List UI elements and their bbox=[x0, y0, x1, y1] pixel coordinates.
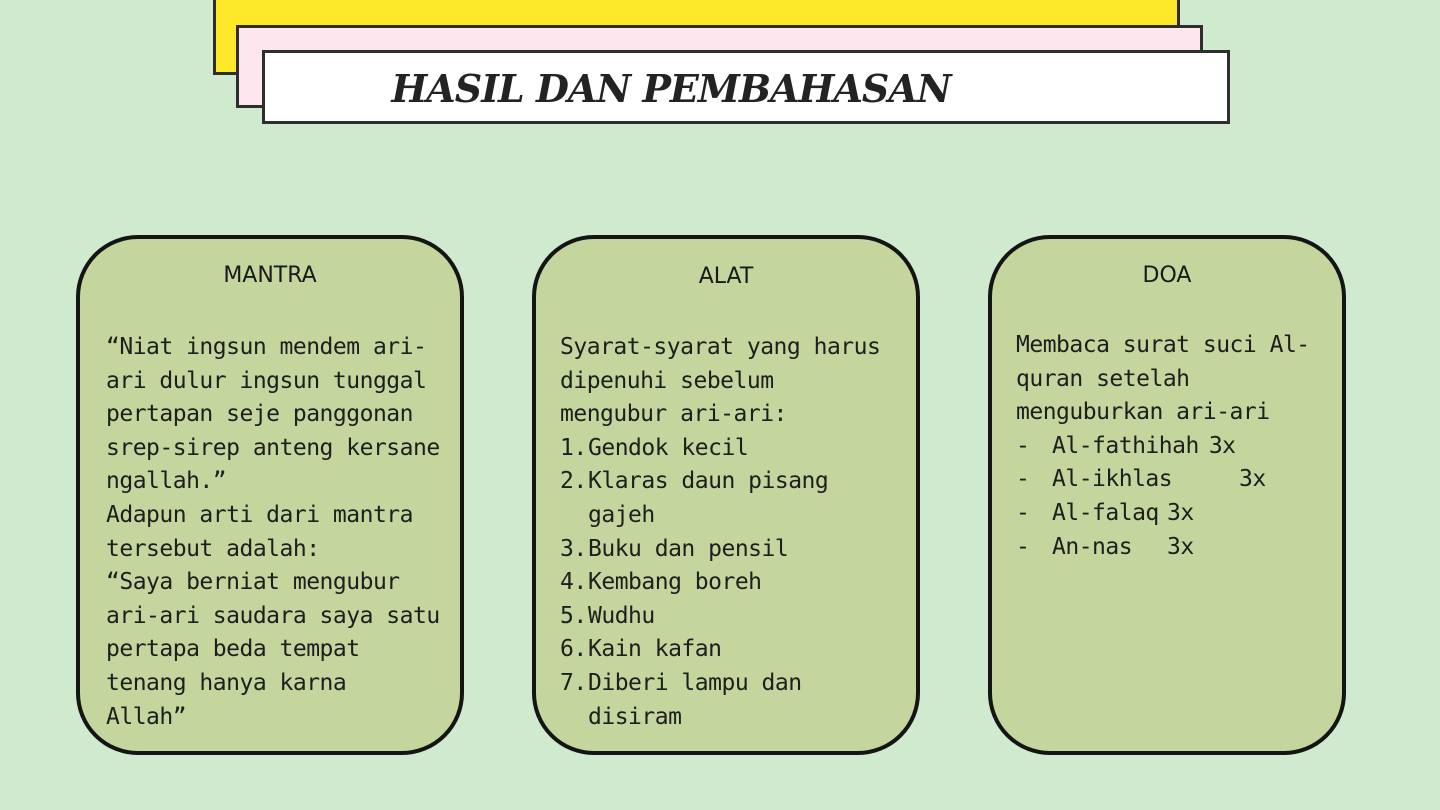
alat-item-text: Buku dan pensil bbox=[588, 535, 789, 562]
alat-heading: ALAT bbox=[698, 264, 754, 289]
alat-list-item bbox=[560, 667, 880, 701]
doa-surah-count: 3x bbox=[1167, 533, 1194, 560]
alat-item-number: 6. bbox=[560, 636, 587, 663]
page-title: HASIL DAN PEMBAHASAN bbox=[391, 65, 951, 111]
doa-intro-line: Membaca surat suci Al- bbox=[1016, 332, 1310, 358]
alat-item-text: gajeh bbox=[588, 501, 655, 528]
dash-bullet: - bbox=[1016, 432, 1030, 459]
alat-item-number: 1. bbox=[560, 434, 587, 461]
alat-list-item bbox=[560, 533, 880, 567]
doa-surah-name: An-nas bbox=[1052, 533, 1133, 560]
alat-list-item bbox=[560, 566, 880, 600]
doa-list-item bbox=[1016, 463, 1310, 497]
doa-intro-line: quran setelah bbox=[1016, 365, 1190, 392]
dash-bullet: - bbox=[1016, 499, 1030, 526]
mantra-card bbox=[76, 235, 464, 755]
doa-list-item bbox=[1016, 497, 1310, 531]
alat-item-text: Wudhu bbox=[588, 602, 655, 629]
alat-card bbox=[532, 235, 920, 755]
mantra-line: ari dulur ingsun tunggal bbox=[106, 367, 427, 394]
title-banner bbox=[262, 50, 1230, 124]
doa-list-item bbox=[1016, 430, 1310, 464]
doa-list-item bbox=[1016, 531, 1310, 565]
dash-bullet: - bbox=[1016, 466, 1030, 493]
alat-intro-line: dipenuhi sebelum bbox=[560, 367, 774, 394]
mantra-line: srep-sirep anteng kersane bbox=[106, 434, 440, 461]
alat-item-text: disiram bbox=[588, 703, 682, 730]
alat-list-item bbox=[560, 432, 880, 466]
alat-item-text: Diberi lampu dan bbox=[588, 669, 802, 696]
alat-item-text: Klaras daun pisang bbox=[588, 468, 829, 495]
mantra-line: pertapan seje panggonan bbox=[106, 401, 413, 428]
doa-surah-count: 3x bbox=[1167, 499, 1194, 526]
alat-item-number: 5. bbox=[560, 602, 587, 629]
alat-item-number: 7. bbox=[560, 669, 587, 696]
alat-list-item bbox=[560, 465, 880, 499]
alat-list-item-continued bbox=[560, 499, 880, 533]
mantra-line: Adapun arti dari mantra bbox=[106, 501, 413, 528]
alat-list-item bbox=[560, 600, 880, 634]
mantra-line: ngallah.” bbox=[106, 468, 227, 495]
mantra-line: Allah” bbox=[106, 703, 187, 730]
doa-surah-name: Al-ikhlas bbox=[1052, 466, 1173, 493]
alat-item-text: Kain kafan bbox=[588, 636, 722, 663]
mantra-line: “Niat ingsun mendem ari- bbox=[106, 334, 427, 360]
mantra-line: pertapa beda tempat bbox=[106, 636, 360, 663]
mantra-line: “Saya berniat mengubur bbox=[106, 569, 400, 596]
doa-surah-count: 3x bbox=[1239, 466, 1266, 493]
alat-list-item-continued bbox=[560, 701, 880, 735]
doa-text bbox=[1016, 329, 1310, 564]
dash-bullet: - bbox=[1016, 533, 1030, 560]
alat-item-text: Gendok kecil bbox=[588, 434, 749, 461]
alat-list-item bbox=[560, 633, 880, 667]
alat-intro-line: Syarat-syarat yang harus bbox=[560, 334, 881, 360]
alat-text bbox=[560, 331, 880, 734]
mantra-line: tenang hanya karna bbox=[106, 669, 347, 696]
alat-intro-line: mengubur ari-ari: bbox=[560, 401, 787, 428]
alat-item-number: 4. bbox=[560, 569, 587, 596]
doa-intro-line: menguburkan ari-ari bbox=[1016, 399, 1270, 426]
mantra-line: tersebut adalah: bbox=[106, 535, 320, 562]
alat-item-number: 3. bbox=[560, 535, 587, 562]
alat-item-text: Kembang boreh bbox=[588, 569, 762, 596]
doa-heading: DOA bbox=[1142, 263, 1192, 288]
doa-card bbox=[988, 235, 1346, 755]
doa-surah-count: 3x bbox=[1208, 432, 1236, 459]
alat-item-number: 2. bbox=[560, 468, 587, 495]
doa-surah-name: Al-fathihah bbox=[1052, 432, 1199, 459]
mantra-line: ari-ari saudara saya satu bbox=[106, 602, 440, 629]
doa-surah-name: Al-falaq bbox=[1052, 499, 1159, 526]
mantra-heading: MANTRA bbox=[223, 263, 317, 288]
mantra-text bbox=[106, 331, 440, 734]
